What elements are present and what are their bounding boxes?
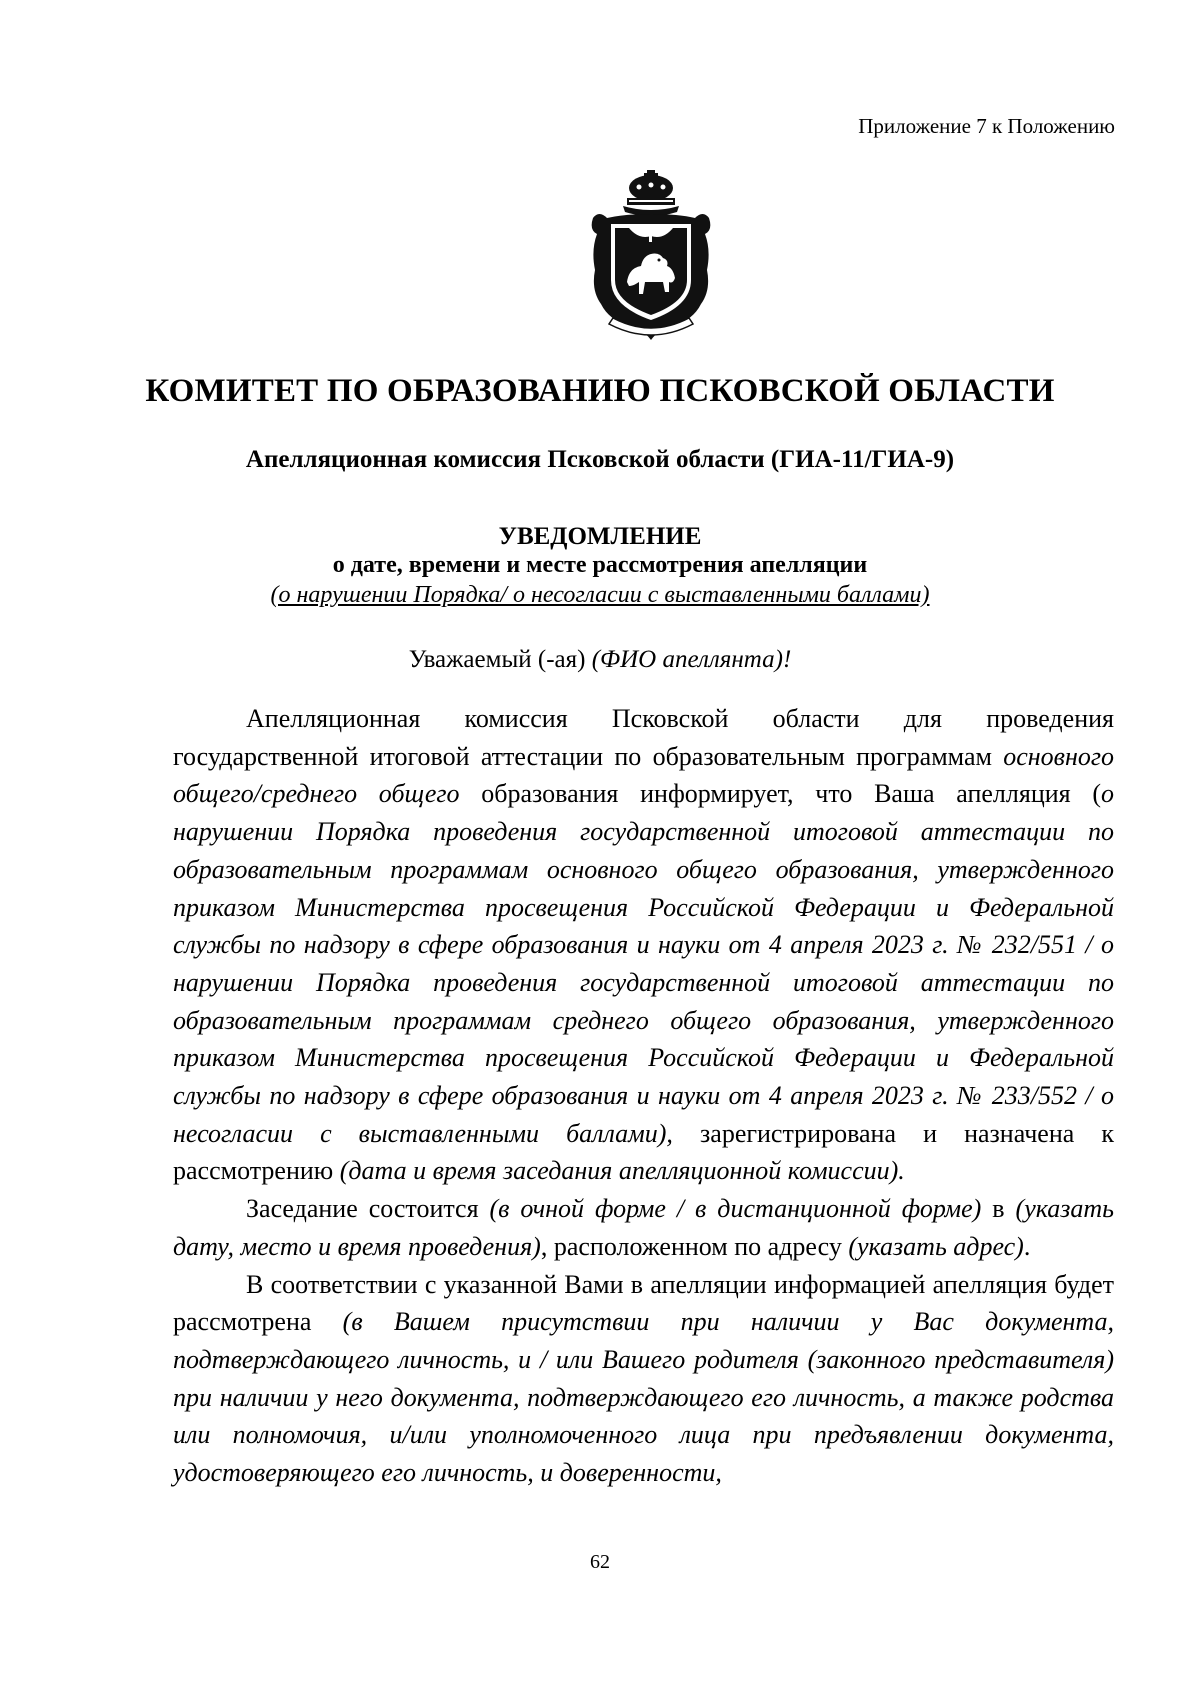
paragraph-2-italic-c: (указать адрес) (848, 1231, 1024, 1261)
coat-of-arms-icon (589, 170, 714, 348)
paragraph-1-italic-c: (дата и время заседания апелляционной комиссии). (339, 1156, 905, 1186)
paragraph-2-italic-b: (указать дату, место и время проведения) (173, 1194, 1114, 1261)
paragraph-1-text-c: зарегистрирована и назначена к рассмотрению (173, 1118, 1114, 1186)
paragraph-2-italic-a: (в очной форме / в дистанционной форме) (489, 1194, 982, 1224)
paragraph-2 (173, 1190, 1114, 1265)
paragraph-3-text-a: В соответствии с указанной Вами в апелляции информацией апелляция будет рассмотрена (173, 1269, 1114, 1337)
notice-subject: о дате, времени и месте рассмотрения апелляции (332, 552, 868, 578)
paragraph-2-text-c: , расположенном по адресу (540, 1231, 849, 1261)
appellant-name-placeholder: (ФИО апеллянта)! (591, 646, 792, 673)
paragraph-2-text-b: в (981, 1194, 1016, 1224)
paragraph-1-italic-a: основного общего/среднего общего (173, 741, 1114, 809)
page-number: 62 (590, 1551, 610, 1573)
paragraph-2-text-d: . (1023, 1231, 1031, 1261)
paragraph-1-text-a: Апелляционная комиссия Псковской области для проведения государственной итоговой аттестации по образовательным программам (173, 704, 1114, 771)
crown-icon (623, 170, 679, 216)
paragraph-1-text-b: образования информирует, что Ваша апелляция ( (459, 779, 1101, 809)
commission-title: Апелляционная комиссия Псковской области (ГИА-11/ГИА-9) (245, 446, 955, 473)
notice-body (173, 700, 1114, 1492)
greeting-prefix: Уважаемый (-ая) (408, 646, 592, 673)
paragraph-3-italic-a: (в Вашем присутствии при наличии у Вас документа, подтверждающего личность, и / или Вашего родителя (законного представителя) при наличии у него документа, подтверждающего его личность, а также родства или полномочия, и/или уполномоченного лица при предъявлении документа, удостоверяющего его личность, и доверенности, (173, 1307, 1115, 1488)
greeting-line (0, 646, 1200, 674)
paragraph-1-italic-b: о нарушении Порядка проведения государственной итоговой аттестации по образовательным программам основного общего образования, утвержденного приказом Министерства просвещения Российской Федерации и Федеральной службы по надзору в сфере образования и науки от 4 апреля 2023 г. № 232/551 / о нарушении Порядка проведения государственной итоговой аттестации по образовательным программам среднего общего образования, утвержденного приказом Министерства просвещения Российской Федерации и Федеральной службы по надзору в сфере образования и науки от 4 апреля 2023 г. № 233/552 / о несогласии с выставленными баллами), (173, 779, 1114, 1148)
paragraph-1 (173, 700, 1114, 1190)
paragraph-2-text-a: Заседание состоится (246, 1194, 490, 1224)
notice-heading: УВЕДОМЛЕНИЕ (498, 523, 702, 550)
paragraph-3 (173, 1266, 1114, 1492)
appendix-reference: Приложение 7 к Положению (858, 114, 1115, 138)
notice-variant: (о нарушении Порядка/ о несогласии с выставленными баллами) (270, 582, 930, 608)
organization-title: КОМИТЕТ ПО ОБРАЗОВАНИЮ ПСКОВСКОЙ ОБЛАСТИ (145, 373, 1055, 409)
